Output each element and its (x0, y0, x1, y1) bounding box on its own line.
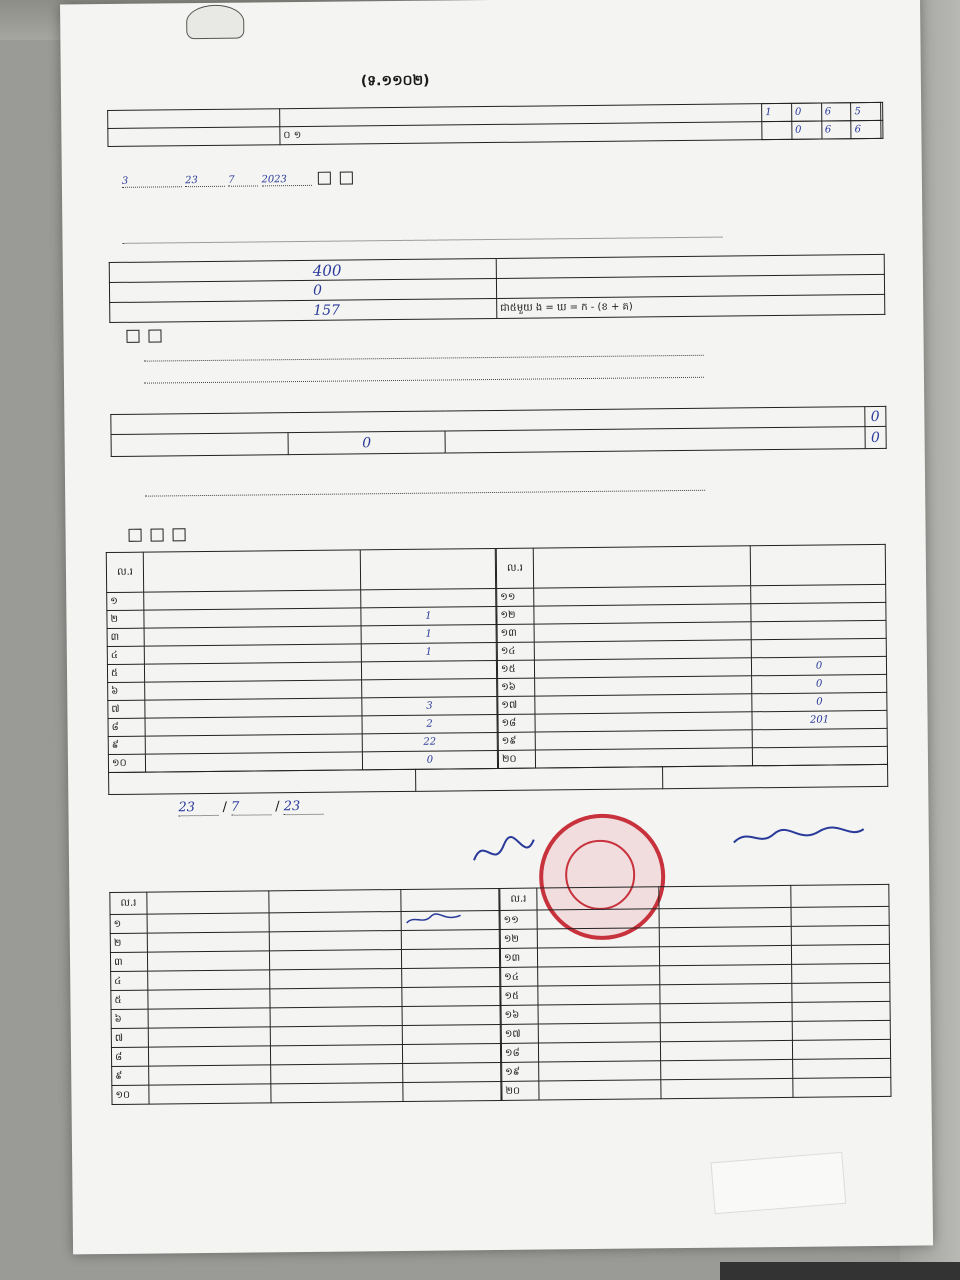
ballots-received-value: 400 (312, 261, 342, 280)
votes-cell: 201 (752, 710, 887, 729)
row-no: ១៨ (501, 1043, 538, 1062)
party-cell (145, 734, 362, 754)
votes-cell (361, 588, 496, 607)
name-cell (148, 970, 270, 990)
name-cell (148, 1046, 270, 1066)
count-day: 23 (185, 174, 225, 186)
row-no: ៩ (112, 1066, 149, 1085)
votes-cell (751, 584, 886, 603)
votes-cell: 0 (752, 674, 887, 693)
col-votes-left (360, 548, 495, 589)
row-no: ២ (107, 610, 144, 628)
checkbox-no[interactable] (340, 171, 353, 184)
witnesses-table-right (499, 884, 891, 1101)
checkbox-discrepancy-b[interactable] (149, 329, 162, 342)
row-no: ១៩ (502, 1062, 539, 1081)
row-no: ១២ (497, 606, 534, 624)
col-votes-right (750, 544, 885, 585)
row-no: ៦ (108, 682, 145, 700)
row-no: ១៥ (497, 660, 534, 678)
row-no: ១៥ (501, 986, 538, 1005)
row-no: ១១ (497, 588, 534, 606)
signing-month: 7 (231, 799, 271, 815)
row-no: ២ (110, 933, 147, 952)
col-name (147, 891, 269, 914)
signature-cell (401, 948, 499, 968)
name-cell (148, 1008, 270, 1028)
row-no: ១១ (500, 910, 537, 929)
row-no: ៣ (107, 628, 144, 646)
name-cell (149, 1084, 271, 1104)
party-cell (534, 622, 751, 642)
votes-cell (361, 660, 496, 679)
party-cell (535, 730, 752, 750)
formula-cell: ជា៥មួយ ង = ឃ = ក - (ខ + គ) (497, 294, 885, 318)
party-cell (271, 1063, 403, 1083)
complaints-table (110, 406, 886, 457)
note-line-4 (145, 483, 705, 500)
name-cell (148, 989, 270, 1009)
row-no: ៧ (111, 1028, 148, 1047)
resolved-label (111, 433, 288, 457)
votes-cell: 2 (362, 714, 497, 733)
votes-cell (751, 602, 886, 621)
station-digit-b: 6 (821, 121, 851, 139)
party-cell (269, 911, 401, 931)
col-sign (791, 884, 889, 907)
form-sheet (60, 0, 933, 1254)
signature-cell (402, 986, 500, 1006)
row-no: ១៣ (497, 624, 534, 642)
signing-day: 23 (178, 800, 218, 816)
col-party-right (533, 546, 750, 588)
row-no: ៤ (107, 646, 144, 664)
name-cell (147, 913, 269, 933)
count-month: 7 (228, 174, 258, 186)
row-no: ៤ (111, 971, 148, 990)
row-no: ១៩ (498, 732, 535, 750)
votes-cell (752, 728, 887, 747)
party-cell (270, 1006, 402, 1026)
signature-cell (402, 1024, 500, 1044)
party-cell (534, 640, 751, 660)
party-cell (535, 712, 752, 732)
name-cell (147, 932, 269, 952)
station-code-boxes (761, 102, 881, 140)
ballot-count-table (109, 254, 886, 323)
party-cell (145, 680, 362, 700)
signing-date: 23 / 7 / 23 (178, 799, 323, 817)
signature-cell (401, 910, 499, 930)
party-cell (270, 1025, 402, 1045)
row-no: ២០ (498, 750, 535, 768)
station-digit: 5 (851, 102, 881, 120)
votes-cell (362, 678, 497, 697)
station-digit-b: 6 (851, 120, 881, 138)
province-label (108, 127, 280, 147)
total-in-box-cell (663, 764, 888, 788)
name-cell (149, 1065, 271, 1085)
party-cell (144, 608, 361, 628)
party-cell (269, 949, 401, 969)
row-no: ១៧ (501, 1024, 538, 1043)
signature-cell (403, 1081, 501, 1101)
col-sign (401, 888, 499, 911)
col-no: ល.រ (500, 888, 537, 910)
count-time-line (122, 171, 356, 187)
row-no: ៨ (108, 718, 145, 736)
party-cell (271, 1082, 403, 1102)
party-cell (144, 626, 361, 646)
signature-cell (402, 1005, 500, 1025)
section4-checkboxes (126, 528, 190, 542)
col-no: ល.រ (110, 892, 147, 914)
row-no: ១៧ (498, 696, 535, 714)
col-party-left (143, 550, 360, 592)
votes-cell: 22 (362, 732, 497, 751)
name-cell (148, 1027, 270, 1047)
row-no: ១ (110, 914, 147, 933)
votes-cell: 0 (752, 692, 887, 711)
party-cell (269, 930, 401, 950)
votes-cell (752, 746, 887, 765)
row-no: ៨ (111, 1047, 148, 1066)
signature-cell (403, 1062, 501, 1082)
discrepancy-line (123, 329, 164, 342)
row-no: ១៤ (497, 642, 534, 660)
votes-cell: 3 (362, 696, 497, 715)
signature-cell (402, 1043, 500, 1063)
tape-strip (711, 1152, 847, 1214)
row-no: ៥ (111, 990, 148, 1009)
checkbox-3[interactable] (173, 528, 186, 541)
party-cell (270, 968, 402, 988)
signing-year: 23 (284, 799, 324, 815)
row-no: ៧ (108, 700, 145, 718)
station-digit-b: 0 (792, 121, 822, 139)
unused-ballots-cell (110, 298, 497, 322)
party-cell (144, 662, 361, 682)
form-title (361, 71, 430, 93)
party-cell (144, 590, 361, 610)
checkbox-2[interactable] (151, 528, 164, 541)
chairman-signature-icon (469, 830, 539, 876)
checkbox-1[interactable] (129, 529, 142, 542)
count-year: 2023 (261, 173, 311, 186)
checkbox-discrepancy-a[interactable] (126, 330, 139, 343)
votes-cell (751, 638, 886, 657)
party-cell (534, 604, 751, 624)
party-cell (534, 658, 751, 678)
row-no: ៦ (111, 1009, 148, 1028)
row-no: ១០ (112, 1085, 149, 1104)
row-no: ៣ (110, 952, 147, 971)
complaints-count-a: 0 (864, 406, 886, 426)
total-valid-cell (109, 769, 416, 794)
party-cell (270, 1044, 402, 1064)
name-cell (147, 951, 269, 971)
votes-cell: 1 (361, 624, 496, 643)
row-no: ១២ (500, 929, 537, 948)
col-name (537, 887, 659, 910)
col-no-left: ល.រ (106, 552, 143, 592)
station-digit: 1 (762, 103, 792, 121)
row-no: ១០ (108, 754, 145, 772)
votes-cell: 0 (362, 750, 497, 769)
votes-cell: 1 (361, 606, 496, 625)
row-no: ៥ (107, 664, 144, 682)
witness-signature-icon (405, 912, 465, 927)
votes-cell: 0 (751, 656, 886, 675)
col-party (659, 885, 791, 908)
unresolved-label (445, 427, 865, 453)
row-no: ១៦ (501, 1005, 538, 1024)
signature-cell (402, 967, 500, 987)
province-code: ០ ១ (283, 129, 302, 142)
col-party (269, 889, 401, 912)
note-line-2 (144, 348, 704, 365)
emblem-icon (186, 5, 244, 40)
row-no: ២០ (502, 1081, 539, 1100)
row-no: ១៨ (498, 714, 535, 732)
row-no: ១៦ (498, 678, 535, 696)
party-cell (535, 694, 752, 714)
party-cell (144, 644, 361, 664)
results-table-right (496, 544, 888, 769)
secretary-signature-icon (729, 821, 869, 852)
row-no: ១៣ (500, 948, 537, 967)
row-no: ១ (107, 592, 144, 610)
spoiled-ballots-value: 0 (312, 282, 323, 299)
party-cell (145, 698, 362, 718)
form-code: (ទ.១១០២) (360, 72, 430, 90)
row-no: ៩ (108, 736, 145, 754)
party-cell (145, 716, 362, 736)
party-cell (270, 987, 402, 1007)
station-digit: 0 (791, 103, 821, 121)
row-no: ១៤ (501, 967, 538, 986)
witnesses-table-left (109, 888, 501, 1105)
party-cell (534, 586, 751, 606)
total-invalid-cell (416, 767, 663, 792)
resolved-count: 0 (288, 431, 445, 455)
checkbox-yes[interactable] (318, 172, 331, 185)
col-no-right: ល.រ (496, 548, 533, 588)
polling-station-label (108, 109, 280, 129)
signature-cell (401, 929, 499, 949)
unresolved-count: 0 (865, 426, 887, 448)
votes-cell: 1 (361, 642, 496, 661)
unused-ballots-value: 157 (313, 302, 341, 319)
station-digit-empty (762, 121, 792, 139)
count-hour: 3 (122, 175, 182, 188)
note-line-3 (144, 370, 704, 387)
note-line (122, 228, 882, 247)
station-digit: 6 (821, 103, 851, 121)
party-cell (535, 676, 752, 696)
bottom-object (720, 1262, 960, 1280)
votes-cell (751, 620, 886, 639)
results-table-left (106, 548, 498, 773)
